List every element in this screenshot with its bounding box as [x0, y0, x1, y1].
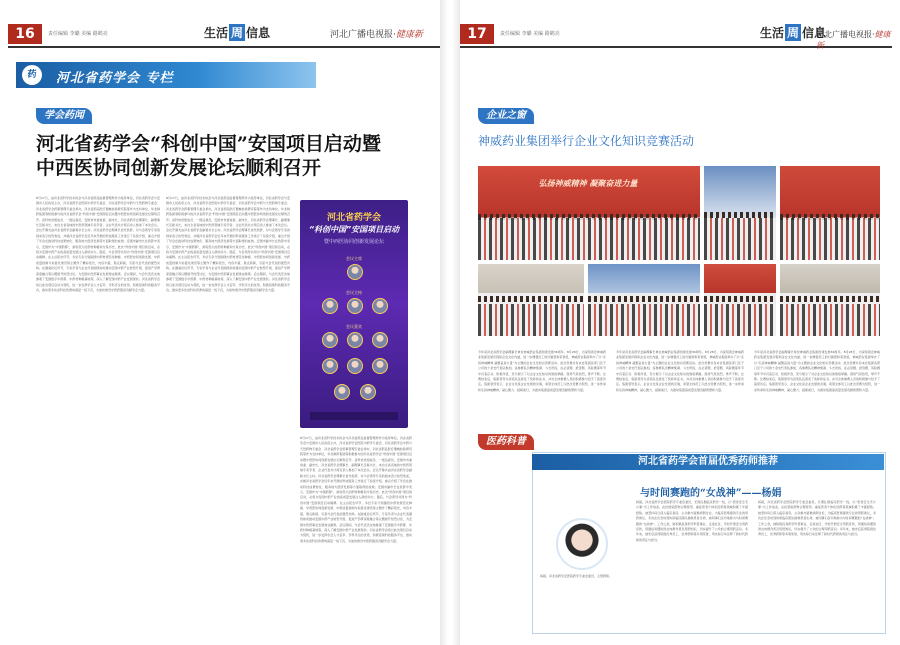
- header-editor-credit: 责任编辑 李璐 美编 路鹤亮: [48, 31, 108, 37]
- poster-society: 河北省药学会: [326, 213, 381, 223]
- speaker-avatar: [347, 358, 363, 374]
- paper-name: 河北广播电视报·健康新: [816, 30, 891, 50]
- stage-banner-text: 弘扬神威精神 凝聚奋进力量: [538, 179, 638, 188]
- poster-footer-band: [310, 412, 398, 420]
- honor-body-col-2: 杨娟，河北省药学会医院药学专委会委员，长期扎根临床药学一线，以“患者安全无小事”为工作信条，在抗感染药物合理使用、重症患者个体化给药等领域积累了丰富经验。她坚持每日深入临床查房，主动参与疑难病例讨论，为临床医师提供专业的用药建议，多次在危急时刻协助临床团队挽救患者生命，被同事们亲切地称为与时间赛跑的“女战神”。工作之余，她积极投身药学科普事业，走进社区、学校开展安全用药宣传，用通俗易懂的语言向群众普及用药知识，切实提升了公众的合理用药意识。多年来，她先后获得院级优秀员工、优秀药师等多项荣誉，用实际行动诠释了新时代药师的责任与担当。: [758, 500, 876, 537]
- speaker-avatar: [322, 332, 338, 348]
- column-banner: [16, 62, 316, 88]
- column-banner-title: 河北省药学会 专栏: [56, 71, 174, 86]
- speaker-avatar: [372, 358, 388, 374]
- article-body-col-2: 8月17日，由河北省科学技术协会与河北省药品监督管理局作为指导单位，河北省药学会与安国市人民政府主办，河北省药学会医院中药学专委会、河北省药学会中药与天然药物专委会、河北省药学会药事管理专委会承办，河北省药品医疗器械检验研究院等作为支持单位，华北制药集团等积极参与的河北省药学会“科创中国”安国项目启动暨中西医协同创新发展论坛顺利召开。省科协党组成员、一级巡视员，安国市市委常委、副市长，河北省药学会理事长、副理事长及秘书长，来自全省各地的中医药领域专家学者、企业代表共计两百余人参加了本次会议。会议开幕式由河北省药学会副秘书长主持。河北省药学会理事长首先致辞，对与会领导专家的到来表示热烈欢迎，并就河北省药学会近年来开展的科技服务工作进行了系统介绍，重点介绍了学会在推动科技成果转化、服务地方经济发展等方面取得的成效。安国市副市长在致辞中表示，安国作为“中国药都”，拥有悠久的药材种植和交易历史，此次“科创中国”项目的启动，必将为安国中药产业的高质量发展注入新的动力。随后，与会领导共同为“科创中国”安国项目启动揭牌。在主旨报告环节，多位专家分别围绕中药材规范化种植、中西医协同创新发展、中药质量控制与标准化建设等主题作了精彩报告，内容丰富，观点新颖，引起与会代表的强烈共鸣。在圆桌论坛环节，专家学者与企业代表围绕如何推动安国中药产业转型升级、促进产学研深度融合等议题展开热烈讨论，为安国中医药事业发展建言献策。会议期间，与会代表还实地参观了安国数字中药都、中药材种植基地等，深入了解安国中药产业发展现状。河北省药学会将以此次项目启动为契机，进一步发挥学会人才荟萃、学科齐全的优势，积极搭建科技服务平台，推动更多优质科技资源向基层一线下沉，为加快建设中医药强省贡献学会力量。: [166, 196, 290, 292]
- photo-group-4: [780, 264, 880, 336]
- crowd-heads: [588, 296, 700, 302]
- section-tag: 企业之窗: [478, 108, 534, 124]
- photo-team-left: [704, 166, 776, 260]
- paper-name: 河北广播电视报·健康新: [330, 30, 423, 40]
- crowd-heads: [704, 296, 776, 302]
- article-body-col-1: 今年是河北省药学会副理事长单位神威药业集团创建发展36周年。8月28日，为深刻领会神威药业集团发展历程和企业文化内涵，进一步增强员工的归属感和荣誉感，神威药业集团举办了以“弘扬神威精神 凝聚奋进力量”为主题的企业文化知识竞赛活动。此次竞赛共有来自集团各部门及子公司的十余支代表队参加，各参赛队员精神饱满、斗志昂扬，在必答题、抢答题、风险题等环节中沉着应对、积极作答，充分展示了对企业文化知识的熟练掌握。现场气氛热烈，掌声不断。比赛结束后，集团领导为获奖队伍颁发了奖杯和证书，并对全体参赛人员的积极参与给予了高度肯定。集团领导表示，企业文化是企业发展的灵魂，希望全体员工以此次竞赛为契机，进一步传承和弘扬神威精神，凝心聚力、砥砺前行，为推动集团高质量发展贡献智慧和力量。: [478, 350, 606, 392]
- speaker-avatar: [322, 298, 338, 314]
- photo-group-3: [704, 264, 776, 336]
- speaker-avatar: [347, 264, 363, 280]
- poster-project: “科创中国”安国项目启动: [308, 225, 400, 234]
- page-gutter: [440, 0, 460, 645]
- crowd-figures: [780, 304, 880, 336]
- speaker-avatar: [347, 332, 363, 348]
- speaker-avatar: [360, 384, 376, 400]
- poster-section-host: 会议主持: [346, 290, 362, 295]
- article-body-col-2: 今年是河北省药学会副理事长单位神威药业集团创建发展36周年。8月28日，为深刻领会神威药业集团发展历程和企业文化内涵，进一步增强员工的归属感和荣誉感，神威药业集团举办了以“弘扬神威精神 凝聚奋进力量”为主题的企业文化知识竞赛活动。此次竞赛共有来自集团各部门及子公司的十余支代表队参加，各参赛队员精神饱满、斗志昂扬，在必答题、抢答题、风险题等环节中沉着应对、积极作答，充分展示了对企业文化知识的熟练掌握。现场气氛热烈，掌声不断。比赛结束后，集团领导为获奖队伍颁发了奖杯和证书，并对全体参赛人员的积极参与给予了高度肯定。集团领导表示，企业文化是企业发展的灵魂，希望全体员工以此次竞赛为契机，进一步传承和弘扬神威精神，凝心聚力、砥砺前行，为推动集团高质量发展贡献智慧和力量。: [616, 350, 744, 392]
- article-subtitle: 神威药业集团举行企业文化知识竞赛活动: [478, 134, 695, 148]
- page-number: 16: [8, 24, 42, 44]
- poster-section-guests: 会议嘉宾: [346, 324, 362, 329]
- page-number: 17: [460, 24, 494, 44]
- society-logo-icon: 药: [22, 65, 42, 85]
- speaker-avatar: [334, 384, 350, 400]
- photo-team-right: [780, 166, 880, 260]
- speaker-avatar: [322, 358, 338, 374]
- crowd-figures: [588, 304, 700, 336]
- crowd-figures: [478, 304, 584, 336]
- crowd-heads: [780, 296, 880, 302]
- article-headline: 河北省药学会“科创中国”安国项目启动暨 中西医协同创新发展论坛顺利召开: [36, 133, 381, 179]
- header-editor-credit: 责任编辑 李璐 美编 路鹤亮: [500, 31, 560, 37]
- crowd-figures: [704, 218, 776, 260]
- left-page: [8, 0, 440, 645]
- crowd-figures: [780, 218, 880, 260]
- crowd-figures: [478, 218, 700, 260]
- photo-stage-group: [478, 166, 700, 260]
- pharmacist-portrait: [556, 518, 608, 570]
- honor-article-title: 与时间赛跑的“女战神”——杨娟: [640, 488, 782, 499]
- poster-section-chair: 会议主席: [346, 256, 362, 261]
- speaker-avatar: [372, 298, 388, 314]
- section-tag: 医药科普: [478, 434, 534, 450]
- speaker-avatar: [372, 332, 388, 348]
- section-title: 生活 周 信息: [760, 26, 827, 40]
- photo-group-2: [588, 264, 700, 336]
- poster-forum: 暨中西医协同创新发展论坛: [323, 239, 384, 245]
- article-body-col-3: 8月17日，由河北省科学技术协会与河北省药品监督管理局作为指导单位，河北省药学会与安国市人民政府主办，河北省药学会医院中药学专委会、河北省药学会中药与天然药物专委会、河北省药学会药事管理专委会承办，河北省药品医疗器械检验研究院等作为支持单位，华北制药集团等积极参与的河北省药学会“科创中国”安国项目启动暨中西医协同创新发展论坛顺利召开。省科协党组成员、一级巡视员，安国市市委常委、副市长，河北省药学会理事长、副理事长及秘书长，来自全省各地的中医药领域专家学者、企业代表共计两百余人参加了本次会议。会议开幕式由河北省药学会副秘书长主持。河北省药学会理事长首先致辞，对与会领导专家的到来表示热烈欢迎，并就河北省药学会近年来开展的科技服务工作进行了系统介绍，重点介绍了学会在推动科技成果转化、服务地方经济发展等方面取得的成效。安国市副市长在致辞中表示，安国作为“中国药都”，拥有悠久的药材种植和交易历史，此次“科创中国”项目的启动，必将为安国中药产业的高质量发展注入新的动力。随后，与会领导共同为“科创中国”安国项目启动揭牌。在主旨报告环节，多位专家分别围绕中药材规范化种植、中西医协同创新发展、中药质量控制与标准化建设等主题作了精彩报告，内容丰富，观点新颖，引起与会代表的强烈共鸣。在圆桌论坛环节，专家学者与企业代表围绕如何推动安国中药产业转型升级、促进产学研深度融合等议题展开热烈讨论，为安国中医药事业发展建言献策。会议期间，与会代表还实地参观了安国数字中药都、中药材种植基地等，深入了解安国中药产业发展现状。河北省药学会将以此次项目启动为契机，进一步发挥学会人才荟萃、学科齐全的优势，积极搭建科技服务平台，推动更多优质科技资源向基层一线下沉，为加快建设中医药强省贡献学会力量。: [300, 436, 412, 543]
- right-page: [460, 0, 892, 645]
- speaker-avatar: [347, 298, 363, 314]
- article-body-col-3: 今年是河北省药学会副理事长单位神威药业集团创建发展36周年。8月28日，为深刻领会神威药业集团发展历程和企业文化内涵，进一步增强员工的归属感和荣誉感，神威药业集团举办了以“弘扬神威精神 凝聚奋进力量”为主题的企业文化知识竞赛活动。此次竞赛共有来自集团各部门及子公司的十余支代表队参加，各参赛队员精神饱满、斗志昂扬，在必答题、抢答题、风险题等环节中沉着应对、积极作答，充分展示了对企业文化知识的熟练掌握。现场气氛热烈，掌声不断。比赛结束后，集团领导为获奖队伍颁发了奖杯和证书，并对全体参赛人员的积极参与给予了高度肯定。集团领导表示，企业文化是企业发展的灵魂，希望全体员工以此次竞赛为契机，进一步传承和弘扬神威精神，凝心聚力、砥砺前行，为推动集团高质量发展贡献智慧和力量。: [754, 350, 880, 392]
- event-poster: [300, 200, 408, 428]
- honor-body-col-1: 杨娟，河北省药学会医院药学专委会委员，长期扎根临床药学一线，以“患者安全无小事”为工作信条，在抗感染药物合理使用、重症患者个体化给药等领域积累了丰富经验。她坚持每日深入临床查房，主动参与疑难病例讨论，为临床医师提供专业的用药建议，多次在危急时刻协助临床团队挽救患者生命，被同事们亲切地称为与时间赛跑的“女战神”。工作之余，她积极投身药学科普事业，走进社区、学校开展安全用药宣传，用通俗易懂的语言向群众普及用药知识，切实提升了公众的合理用药意识。多年来，她先后获得院级优秀员工、优秀药师等多项荣誉，用实际行动诠释了新时代药师的责任与担当。: [636, 500, 748, 542]
- section-title: 生活 周 信息: [204, 26, 271, 40]
- crowd-heads: [478, 296, 584, 302]
- crowd-figures: [704, 304, 776, 336]
- honor-bar-title: 河北省药学会首届优秀药师推荐: [532, 454, 884, 470]
- article-body-col-1: 8月17日，由河北省科学技术协会与河北省药品监督管理局作为指导单位，河北省药学会与安国市人民政府主办，河北省药学会医院中药学专委会、河北省药学会中药与天然药物专委会、河北省药学会药事管理专委会承办，河北省药品医疗器械检验研究院等作为支持单位，华北制药集团等积极参与的河北省药学会“科创中国”安国项目启动暨中西医协同创新发展论坛顺利召开。省科协党组成员、一级巡视员，安国市市委常委、副市长，河北省药学会理事长、副理事长及秘书长，来自全省各地的中医药领域专家学者、企业代表共计两百余人参加了本次会议。会议开幕式由河北省药学会副秘书长主持。河北省药学会理事长首先致辞，对与会领导专家的到来表示热烈欢迎，并就河北省药学会近年来开展的科技服务工作进行了系统介绍，重点介绍了学会在推动科技成果转化、服务地方经济发展等方面取得的成效。安国市副市长在致辞中表示，安国作为“中国药都”，拥有悠久的药材种植和交易历史，此次“科创中国”项目的启动，必将为安国中药产业的高质量发展注入新的动力。随后，与会领导共同为“科创中国”安国项目启动揭牌。在主旨报告环节，多位专家分别围绕中药材规范化种植、中西医协同创新发展、中药质量控制与标准化建设等主题作了精彩报告，内容丰富，观点新颖，引起与会代表的强烈共鸣。在圆桌论坛环节，专家学者与企业代表围绕如何推动安国中药产业转型升级、促进产学研深度融合等议题展开热烈讨论，为安国中医药事业发展建言献策。会议期间，与会代表还实地参观了安国数字中药都、中药材种植基地等，深入了解安国中药产业发展现状。河北省药学会将以此次项目启动为契机，进一步发挥学会人才荟萃、学科齐全的优势，积极搭建科技服务平台，推动更多优质科技资源向基层一线下沉，为加快建设中医药强省贡献学会力量。: [36, 196, 160, 292]
- portrait-caption: 杨娟，河北省药学会医院药学专委会委员，主管药师。: [540, 574, 613, 578]
- section-tag: 学会药闻: [36, 108, 92, 124]
- header-rule: [8, 46, 440, 48]
- photo-group-1: [478, 264, 584, 336]
